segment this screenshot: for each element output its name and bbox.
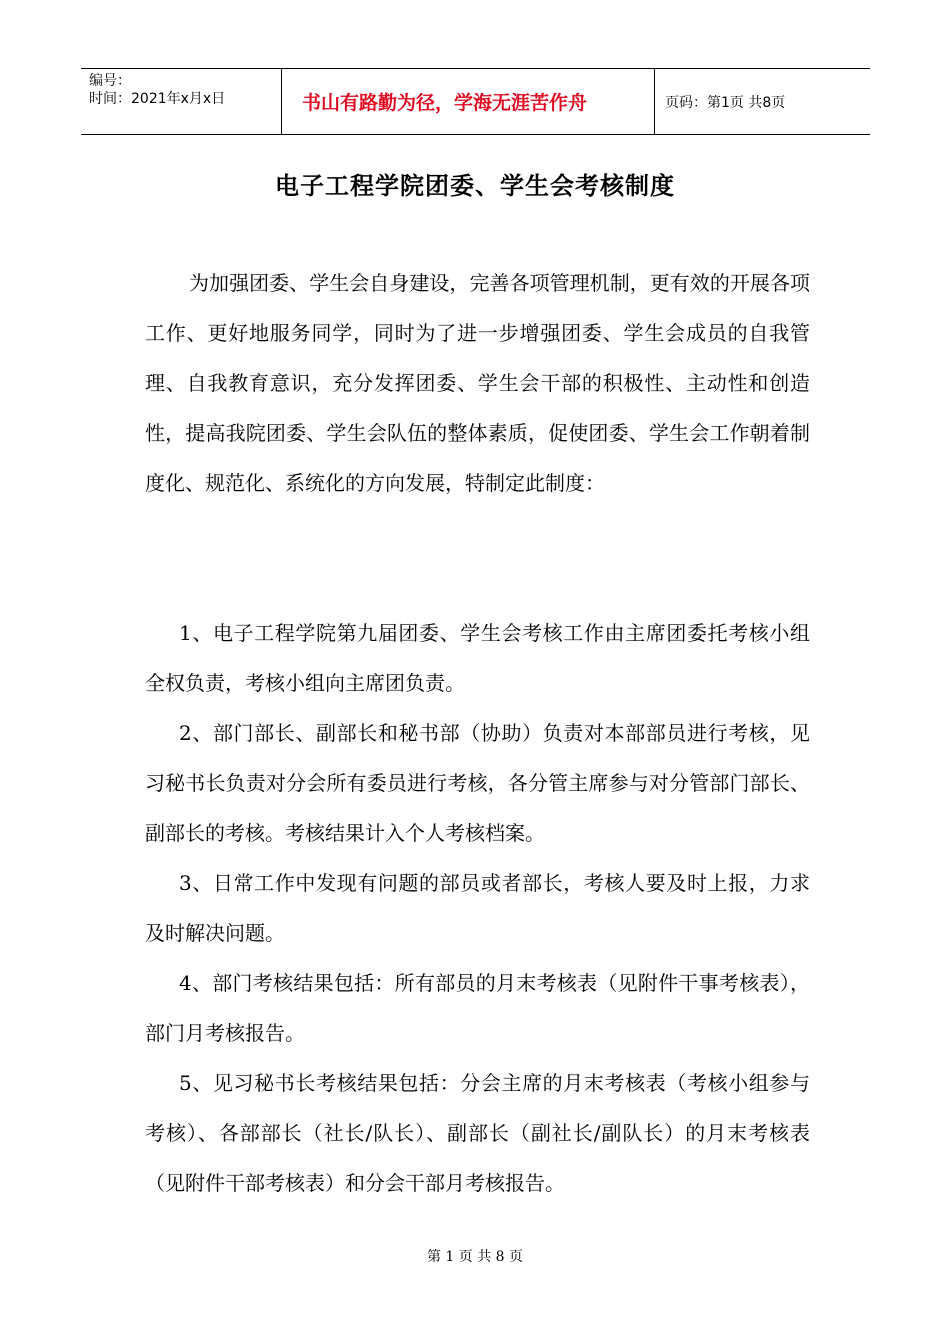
document-title: 电子工程学院团委、学生会考核制度 xyxy=(275,172,675,200)
header-meta xyxy=(81,69,282,134)
time-label: 时间：2021年x月x日 xyxy=(89,91,226,107)
rule-item-2: 2、部门部长、副部长和秘书部（协助）负责对本部部员进行考核，见习秘书长负责对分会所有委员进行考核，各分管主席参与对分管部门部长、副部长的考核。考核结果计入个人考核档案。 xyxy=(145,721,810,845)
header-page-info: 页码：第1页 共8页 xyxy=(665,94,786,111)
rule-item-5: 5、见习秘书长考核结果包括：分会主席的月末考核表（考核小组参与考核）、各部部长（社长/队长）、副部长（副社长/副队长）的月末考核表（见附件干部考核表）和分会干部月考核报告。 xyxy=(145,1071,810,1195)
intro-paragraph: 为加强团委、学生会自身建设，完善各项管理机制，更有效的开展各项工作、更好地服务同学，同时为了进一步增强团委、学生会成员的自我管理、自我教育意识，充分发挥团委、学生会干部的积极性、主动性和创造性，提高我院团委、学生会队伍的整体素质，促使团委、学生会工作朝着制度化、规范化、系统化的方向发展，特制定此制度： xyxy=(145,271,810,495)
page-header xyxy=(81,68,870,135)
rule-item-4: 4、部门考核结果包括：所有部员的月末考核表（见附件干事考核表），部门月考核报告。 xyxy=(145,971,810,1045)
rule-item-1: 1、电子工程学院第九届团委、学生会考核工作由主席团委托考核小组全权负责，考核小组向主席团负责。 xyxy=(145,621,810,695)
header-motto: 书山有路勤为径，学海无涯苦作舟 xyxy=(282,69,655,134)
number-label: 编号： xyxy=(89,73,131,89)
rule-item-3: 3、日常工作中发现有问题的部员或者部长，考核人要及时上报，力求及时解决问题。 xyxy=(145,871,810,945)
page-footer: 第 1 页 共 8 页 xyxy=(426,1249,524,1265)
rules-list xyxy=(145,608,810,1208)
